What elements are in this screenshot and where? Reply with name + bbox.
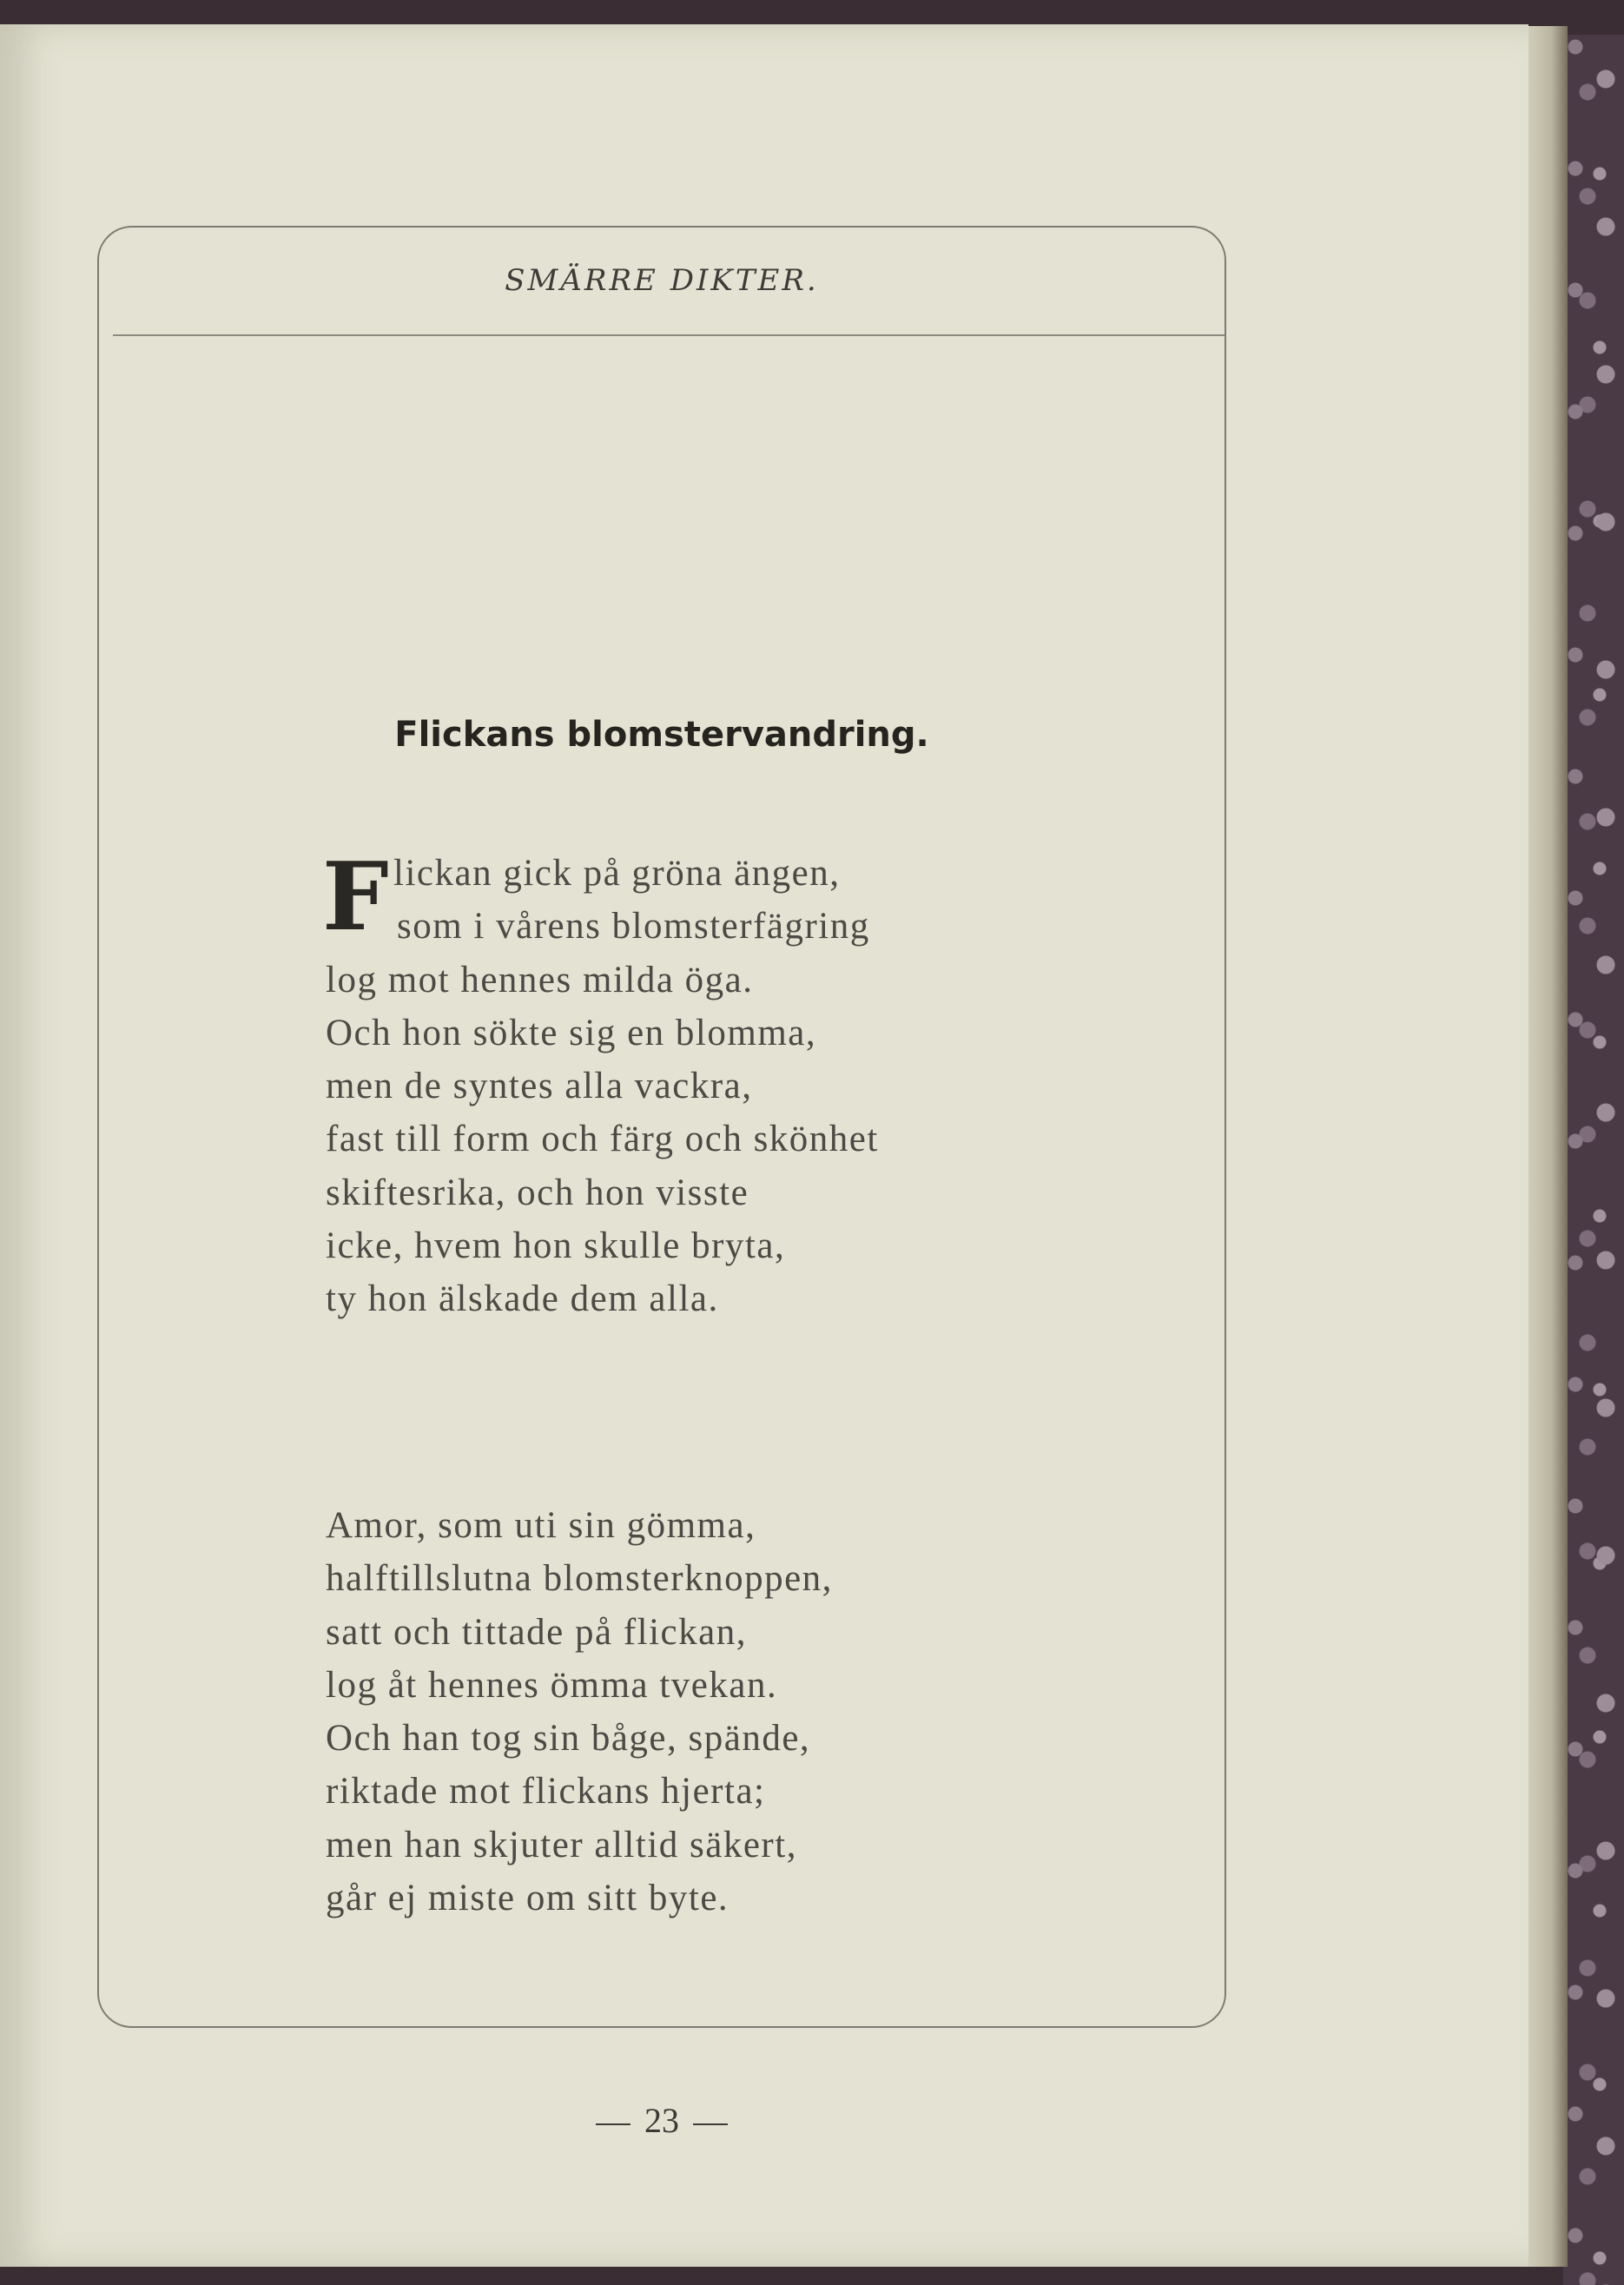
dash-ornament: [596, 2123, 630, 2125]
page-number-footer: [0, 2100, 1324, 2141]
poem-line: som i vårens blomsterfägring: [397, 906, 870, 948]
poem-line: men han skjuter alltid säkert,: [326, 1824, 797, 1866]
marbled-cover: [1563, 35, 1624, 2285]
dash-ornament: [693, 2123, 728, 2125]
running-head: SMÄRRE DIKTER.: [505, 263, 819, 298]
poem-line: skiftesrika, och hon visste: [326, 1172, 749, 1213]
poem-line: ty hon älskade dem alla.: [326, 1278, 719, 1320]
header-rule: [113, 334, 1225, 336]
page-number: 23: [644, 2101, 679, 2140]
poem-line: men de syntes alla vackra,: [326, 1066, 753, 1107]
poem-title: Flickans blomstervandring.: [394, 715, 929, 755]
poem-line: Amor, som uti sin gömma,: [326, 1505, 756, 1546]
poem-line: Och han tog sin båge, spände,: [326, 1718, 811, 1760]
poem-line: riktade mot flickans hjerta;: [326, 1771, 766, 1813]
book-page: [0, 24, 1528, 2267]
poem-line: icke, hvem hon skulle bryta,: [326, 1225, 786, 1267]
poem-line: log åt hennes ömma tvekan.: [326, 1664, 778, 1706]
stanza-1: [322, 842, 879, 1326]
poem-line: halftillslutna blomsterknoppen,: [326, 1558, 833, 1600]
stanza-2: [326, 1499, 833, 1925]
poem-line: fast till form och färg och skönhet: [326, 1119, 879, 1160]
poem-line-text: lickan gick på gröna ängen,: [393, 853, 841, 894]
poem-line: log mot hennes milda öga.: [326, 959, 754, 1001]
drop-cap-initial: F: [322, 842, 391, 952]
poem-line: satt och tittade på flickan,: [326, 1611, 747, 1653]
poem-line: Och hon sökte sig en blomma,: [326, 1012, 817, 1053]
poem-line: går ej miste om sitt byte.: [326, 1878, 729, 1919]
